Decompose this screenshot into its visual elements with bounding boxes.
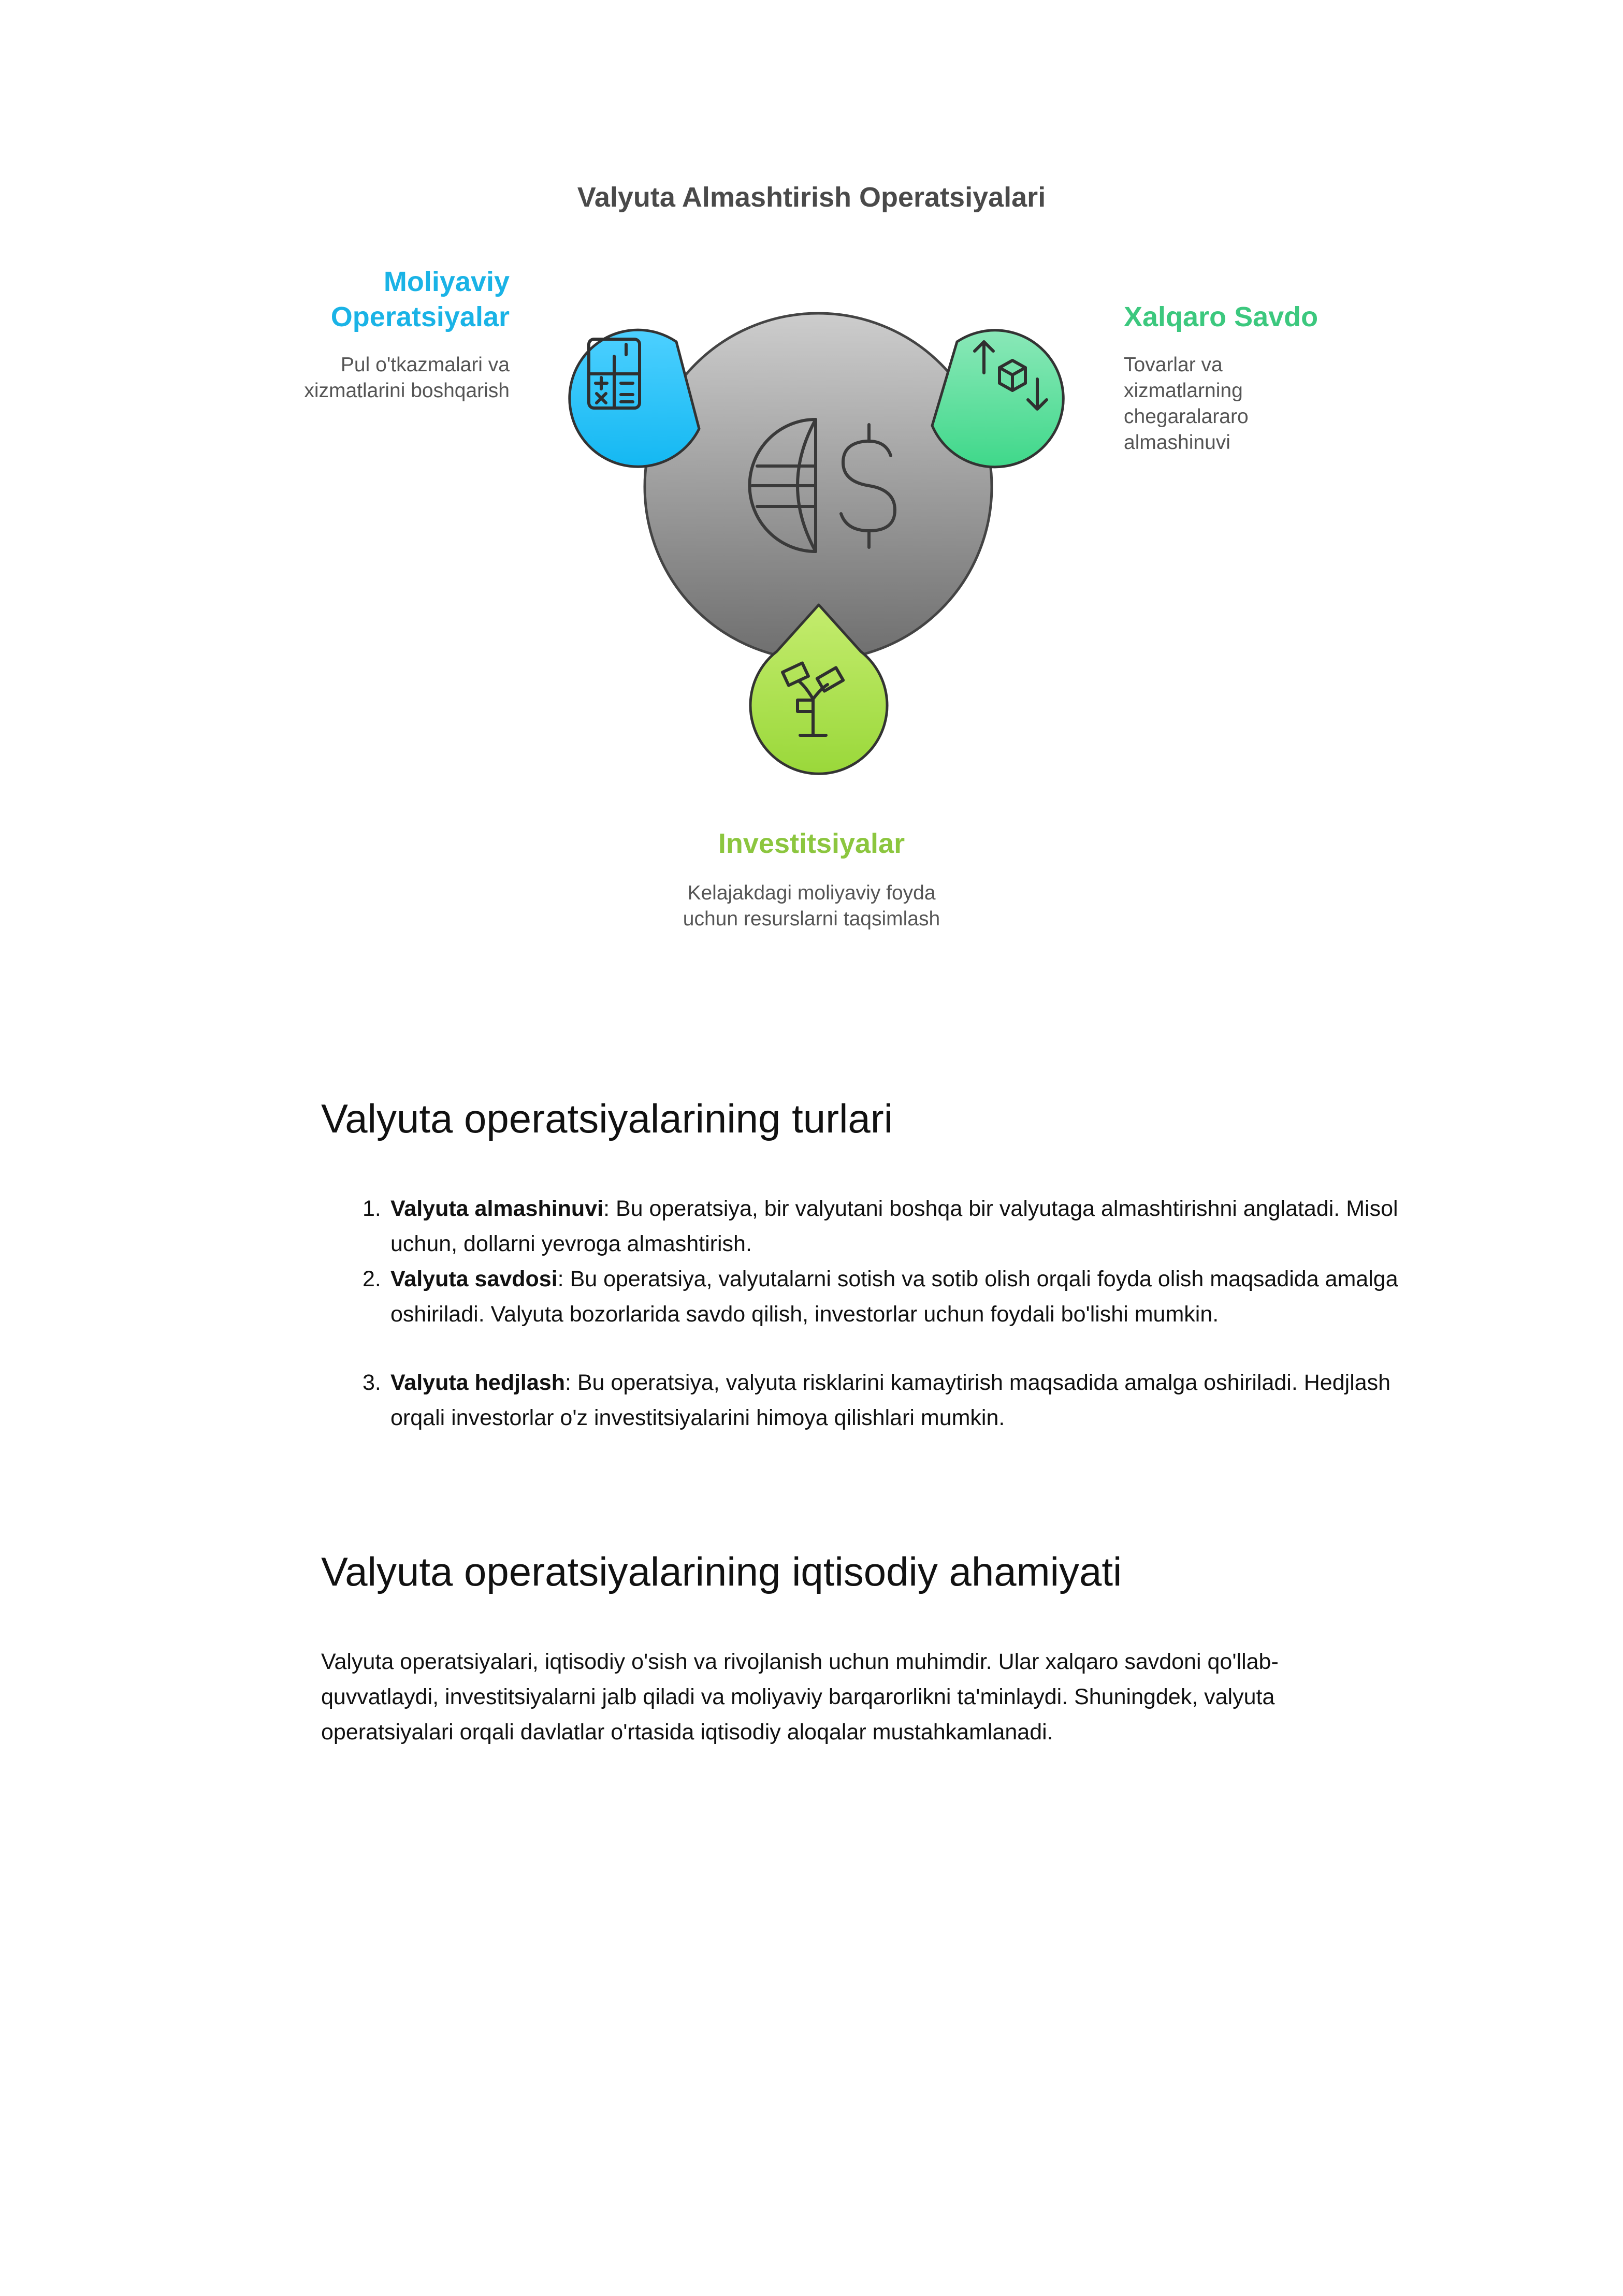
- list-term: Valyuta almashinuvi: [390, 1196, 604, 1221]
- list-text: : Bu operatsiya, bir valyutani boshqa bir valyutaga almashtirishni anglatadi. Misol uchun, dollarni yevroga almashtirish.: [390, 1196, 1398, 1256]
- financial-node-title: Moliyaviy Operatsiyalar: [330, 266, 510, 332]
- list-item: [363, 1261, 1400, 1332]
- list-text: : Bu operatsiya, valyuta risklarini kamaytirish maqsadida amalga oshiriladi. Hedjlash orqali investorlar o'z investitsiyalarini himoya qilishlari mumkin.: [390, 1370, 1391, 1430]
- infographic: [0, 0, 1623, 984]
- list-term: Valyuta savdosi: [390, 1267, 558, 1291]
- list-number: 1.: [363, 1196, 381, 1221]
- trade-node-title: Xalqaro Savdo: [1124, 301, 1318, 332]
- list-text: : Bu operatsiya, valyutalarni sotish va sotib olish orqali foyda olish maqsadida amalga oshiriladi. Valyuta bozorlarida savdo qilish, investorlar uchun foydali bo'lishi mumkin.: [390, 1267, 1398, 1327]
- investments-node-title: Investitsiyalar: [718, 828, 905, 859]
- section-heading-importance: Valyuta operatsiyalarining iqtisodiy ahamiyati: [321, 1549, 1122, 1594]
- list-item: [363, 1365, 1400, 1435]
- investments-node-description: Kelajakdagi moliyaviy foyda uchun resurslarni taqsimlash: [683, 882, 940, 930]
- trade-node-description: Tovarlar va xizmatlarning chegaralararo almashinuvi: [1124, 354, 1249, 454]
- list-number: 3.: [363, 1370, 381, 1395]
- financial-node-description: Pul o'tkazmalari va xizmatlarini boshqarish: [304, 354, 510, 402]
- infographic-title: Valyuta Almashtirish Operatsiyalari: [577, 182, 1046, 213]
- list-number: 2.: [363, 1267, 381, 1291]
- types-list: [321, 1191, 1400, 1435]
- list-item: [363, 1191, 1400, 1261]
- importance-paragraph: Valyuta operatsiyalari, iqtisodiy o'sish va rivojlanish uchun muhimdir. Ular xalqaro savdoni qo'llab-quvvatlaydi, investitsiyalarni jalb qiladi va moliyaviy barqarorlikni ta'minlaydi. Shuningdek, valyuta operatsiyalari orqali davlatlar o'rtasida iqtisodiy aloqalar mustahkamlanadi.: [321, 1649, 1279, 1745]
- trade-node: [932, 330, 1063, 467]
- section-heading-types: Valyuta operatsiyalarining turlari: [321, 1096, 893, 1141]
- list-term: Valyuta hedjlash: [390, 1370, 565, 1395]
- financial-node: [570, 330, 699, 467]
